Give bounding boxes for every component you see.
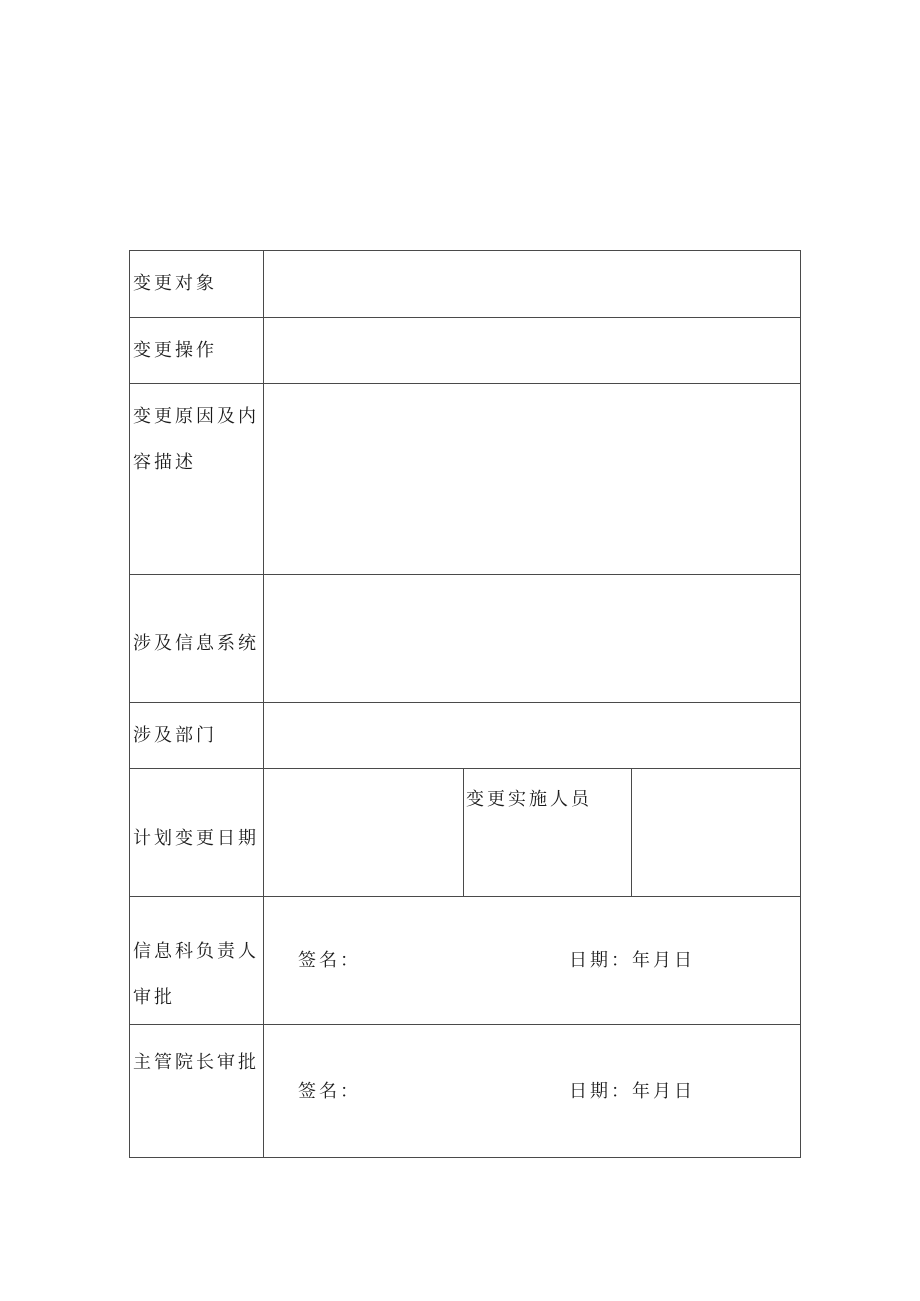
change-request-form — [129, 250, 801, 1158]
signature-label: 签名： — [298, 1081, 361, 1102]
systems-involved-field[interactable] — [264, 575, 801, 703]
planned-date-label: 计划变更日期 — [130, 769, 264, 897]
row-departments-involved — [130, 703, 801, 769]
change-reason-label: 变更原因及内容描述 — [130, 384, 264, 575]
date-label: 日期：年月日 — [569, 1081, 695, 1102]
row-planned-date — [130, 769, 801, 897]
vp-approval-field[interactable] — [264, 1025, 801, 1158]
change-reason-field[interactable] — [264, 384, 801, 575]
change-operation-field[interactable] — [264, 318, 801, 384]
info-dept-approval-label: 信息科负责人审批 — [130, 897, 264, 1025]
signature-label: 签名： — [298, 950, 361, 971]
planned-date-field[interactable] — [264, 769, 464, 897]
vp-approval-label: 主管院长审批 — [130, 1025, 264, 1158]
row-info-dept-approval — [130, 897, 801, 1025]
departments-involved-field[interactable] — [264, 703, 801, 769]
systems-involved-label: 涉及信息系统 — [130, 575, 264, 703]
implementer-label: 变更实施人员 — [464, 769, 632, 897]
row-systems-involved — [130, 575, 801, 703]
change-operation-label: 变更操作 — [130, 318, 264, 384]
departments-involved-label: 涉及部门 — [130, 703, 264, 769]
row-vp-approval — [130, 1025, 801, 1158]
info-dept-approval-field[interactable] — [264, 897, 801, 1025]
date-label: 日期：年月日 — [569, 950, 695, 971]
change-object-field[interactable] — [264, 251, 801, 318]
row-change-operation — [130, 318, 801, 384]
implementer-field[interactable] — [632, 769, 801, 897]
row-change-reason — [130, 384, 801, 575]
change-object-label: 变更对象 — [130, 251, 264, 318]
row-change-object — [130, 251, 801, 318]
